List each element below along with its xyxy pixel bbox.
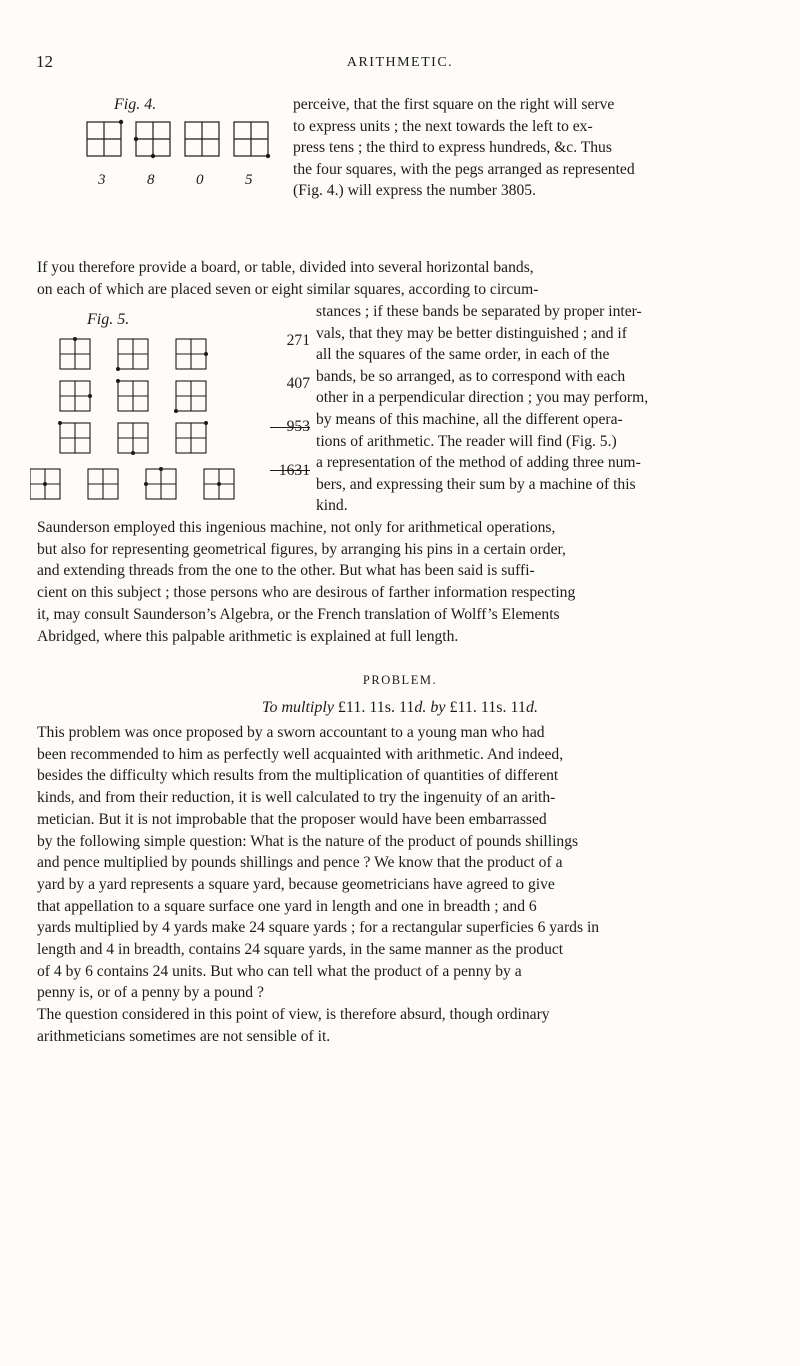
text-line: stances ; if these bands be separated by proper inter- (316, 303, 642, 320)
text-line: arithmeticians sometimes are not sensible of it. (37, 1027, 331, 1045)
paragraph-conclusion (37, 1004, 765, 1047)
problem-title-part: by (426, 699, 446, 716)
text-line: other in a perpendicular direction ; you may perform, (316, 389, 649, 407)
text-line: and pence multiplied by pounds shillings and pence ? We know that the product of a (37, 854, 563, 872)
figure-5-number: 271 (286, 332, 310, 349)
text-line: This problem was once proposed by a sworn accountant to a young man who had (37, 724, 545, 741)
paragraph-saunderson (37, 517, 765, 647)
text-line: and extending threads from the one to the other. But what has been said is suffi- (37, 562, 535, 580)
figure-5-number: 407 (286, 375, 310, 393)
text-line: on each of which are placed seven or eight similar squares, according to circum- (37, 280, 539, 298)
text-line: that appellation to a square surface one yard in length and one in breadth ; and 6 (37, 897, 537, 915)
text-line: kinds, and from their reduction, it is well calculated to try the ingenuity of an arith- (37, 789, 556, 807)
figure-4-digit: 8 (147, 172, 155, 188)
problem-title-part: To multiply (262, 699, 334, 716)
text-line: Abridged, where this palpable arithmetic is explained at full length. (37, 627, 459, 645)
problem-title-part: £11. 11s. 11 (445, 699, 526, 716)
text-line: bers, and expressing their sum by a machine of this (316, 475, 636, 493)
paragraph-board-intro (37, 257, 765, 300)
page-number: 12 (36, 52, 53, 71)
sum-rule (270, 470, 310, 471)
text-line: of 4 by 6 contains 24 units. But who can tell what the product of a penny by a (37, 962, 522, 980)
text-line: Saunderson employed this ingenious machine, not only for arithmetical operations, (37, 519, 556, 536)
text-line: by the following simple question: What is the nature of the product of pounds shillings (37, 832, 579, 850)
text-line: (Fig. 4.) will express the number 3805. (293, 182, 536, 200)
problem-heading: PROBLEM. (362, 673, 438, 687)
figure-4-digit: 5 (245, 172, 253, 188)
text-line: length and 4 in breadth, contains 24 square yards, in the same manner as the product (37, 941, 564, 959)
text-line: vals, that they may be better distinguished ; and if (316, 324, 627, 342)
figure-5-label: Fig. 5. (87, 311, 130, 328)
text-line: tions of arithmetic. The reader will find (Fig. 5.) (316, 432, 617, 450)
text-line: press tens ; the third to express hundreds, &c. Thus (293, 139, 612, 157)
paragraph-board-details (316, 301, 765, 517)
text-line: all the squares of the same order, in each of the (316, 346, 610, 364)
problem-title-part: £11. 11s. 11 (333, 699, 415, 716)
sum-rule (270, 427, 310, 428)
text-line: metician. But it is not improbable that the proposer would have been embarrassed (37, 810, 547, 828)
text-line: kind. (316, 497, 348, 515)
paragraph-fig4-text (293, 94, 765, 202)
text-line: penny is, or of a penny by a pound ? (37, 984, 264, 1002)
paragraph-problem (37, 722, 765, 1004)
text-line: a representation of the method of adding three num- (316, 454, 641, 472)
text-line: perceive, that the first square on the right will serve (293, 96, 615, 113)
figure-5-number: 1631 (278, 461, 310, 479)
problem-title (0, 699, 800, 717)
text-line: The question considered in this point of view, is therefore absurd, though ordinary (37, 1006, 550, 1023)
text-line: but also for representing geometrical figures, by arranging his pins in a certain order, (37, 540, 566, 558)
text-line: by means of this machine, all the different opera- (316, 410, 623, 428)
text-line: cient on this subject ; those persons who are desirous of farther information respecting (37, 584, 576, 602)
figure-5-number: 953 (286, 418, 310, 436)
text-line: yards multiplied by 4 yards make 24 square yards ; for a rectangular superficies 6 yards in (37, 919, 600, 937)
figure-4-digit: 0 (196, 172, 204, 188)
problem-title-part: d. (414, 699, 427, 716)
text-line: yard by a yard represents a square yard, because geometricians have agreed to give (37, 875, 555, 893)
figure-5-numbers (262, 330, 310, 481)
figure-4-label: Fig. 4. (114, 96, 157, 113)
figure-5-squares (30, 333, 280, 518)
text-line: been recommended to him as perfectly well acquainted with arithmetic. And indeed, (37, 745, 564, 763)
text-line: If you therefore provide a board, or table, divided into several horizontal bands, (37, 259, 534, 276)
problem-title-part: d. (525, 699, 538, 716)
text-line: the four squares, with the pegs arranged as represented (293, 160, 635, 178)
figure-4-squares (84, 118, 274, 170)
text-line: bands, be so arranged, as to correspond with each (316, 367, 626, 385)
text-line: to express units ; the next towards the left to ex- (293, 117, 593, 135)
figure-4-digit: 3 (98, 172, 106, 188)
figure-5 (30, 311, 280, 516)
running-title: ARITHMETIC. (346, 55, 454, 70)
text-line: besides the difficulty which results from the multiplication of quantities of different (37, 767, 559, 785)
text-line: it, may consult Saunderson’s Algebra, or the French translation of Wolff’s Elements (37, 605, 560, 623)
